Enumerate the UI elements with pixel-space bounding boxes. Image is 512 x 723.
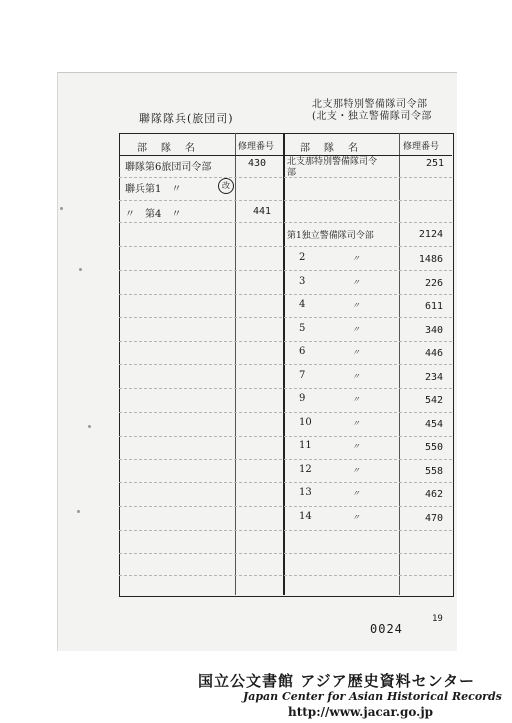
right-row-unit: 10 bbox=[299, 417, 312, 428]
right-row-unit: 6 bbox=[299, 346, 306, 357]
ditto-mark: 〃 bbox=[352, 419, 360, 428]
col-header-right-num: 修理番号 bbox=[403, 142, 440, 152]
scan-speck bbox=[77, 510, 80, 513]
left-row-unit: 〃 第4 〃 bbox=[125, 209, 182, 220]
col-header-right-unit: 部 隊 名 bbox=[300, 143, 360, 154]
ditto-mark: 〃 bbox=[352, 372, 360, 381]
right-section-title bbox=[312, 99, 432, 123]
left-row-unit: 聯兵第1 〃 bbox=[125, 184, 182, 195]
row-rule bbox=[119, 341, 452, 342]
row-rule bbox=[119, 294, 452, 295]
right-row-unit: 13 bbox=[299, 487, 312, 498]
unit-table bbox=[119, 133, 454, 597]
col-header-left-num: 修理番号 bbox=[238, 142, 275, 152]
right-row-unit: 第1独立警備隊司令部 bbox=[287, 231, 374, 241]
right-row-unit: 3 bbox=[299, 276, 306, 287]
col-header-left-unit: 部 隊 名 bbox=[137, 143, 197, 154]
ditto-mark: 〃 bbox=[352, 278, 360, 287]
right-row-unit: 7 bbox=[299, 370, 306, 381]
right-row-num: 454 bbox=[424, 419, 443, 430]
ditto-mark: 〃 bbox=[352, 513, 360, 522]
row-rule bbox=[119, 412, 452, 413]
left-row-unit: 聯隊第6旅団司令部 bbox=[125, 162, 212, 173]
ditto-mark: 〃 bbox=[352, 442, 360, 451]
right-row-unit: 12 bbox=[299, 464, 312, 475]
row-rule bbox=[119, 317, 452, 318]
ditto-mark: 〃 bbox=[352, 325, 360, 334]
footer-english-name: Japan Center for Asian Historical Records bbox=[243, 690, 502, 703]
ditto-mark: 〃 bbox=[352, 489, 360, 498]
ditto-mark: 〃 bbox=[352, 254, 360, 263]
right-row-num: 226 bbox=[424, 278, 443, 289]
row-rule bbox=[119, 246, 452, 247]
right-row-num: 462 bbox=[424, 489, 443, 500]
right-row-unit: 11 bbox=[299, 440, 312, 451]
right-title-line-2: (北支・独立警備隊司令部 bbox=[312, 111, 432, 122]
ditto-mark: 〃 bbox=[352, 348, 360, 357]
scan-speck bbox=[60, 207, 63, 210]
footer-archive-name: 国立公文書館 アジア歴史資料センター bbox=[198, 672, 476, 690]
left-row-num: 441 bbox=[252, 206, 271, 217]
row-rule bbox=[119, 482, 452, 483]
right-row-unit: 14 bbox=[299, 511, 312, 522]
right-row-unit: 2 bbox=[299, 252, 306, 263]
right-row-num: 550 bbox=[424, 442, 443, 453]
right-row-unit: 北支那特別警備隊司令部 bbox=[287, 157, 378, 178]
row-rule bbox=[119, 436, 452, 437]
right-row-unit: 4 bbox=[299, 299, 306, 310]
right-row-num: 251 bbox=[425, 158, 444, 169]
right-row-num: 1486 bbox=[418, 254, 443, 265]
footer-url: http://www.jacar.go.jp bbox=[288, 705, 434, 719]
page-number: 19 bbox=[432, 614, 443, 624]
right-row-num: 340 bbox=[424, 325, 443, 336]
right-row-num: 470 bbox=[424, 513, 443, 524]
right-row-unit: 9 bbox=[299, 393, 306, 404]
revision-circle-mark: 改 bbox=[218, 178, 234, 194]
right-row-num: 611 bbox=[424, 301, 443, 312]
scan-speck bbox=[79, 268, 82, 271]
ditto-mark: 〃 bbox=[352, 395, 360, 404]
row-rule bbox=[119, 553, 452, 554]
row-rule bbox=[119, 200, 452, 201]
right-row-unit: 5 bbox=[299, 323, 306, 334]
left-row-num: 430 bbox=[247, 158, 266, 169]
archive-stamp-number: 0024 bbox=[370, 622, 403, 636]
right-row-num: 542 bbox=[424, 395, 443, 406]
row-rule bbox=[119, 459, 452, 460]
right-row-num: 234 bbox=[424, 372, 443, 383]
row-rule bbox=[119, 177, 452, 178]
right-row-num: 446 bbox=[424, 348, 443, 359]
right-title-line-1: 北支那特別警備隊司令部 bbox=[312, 99, 428, 110]
row-rule bbox=[119, 388, 452, 389]
row-rule bbox=[119, 575, 452, 576]
row-rule bbox=[119, 530, 452, 531]
row-rule bbox=[119, 270, 452, 271]
row-rule bbox=[119, 222, 452, 223]
row-rule bbox=[119, 364, 452, 365]
header-rule bbox=[119, 155, 452, 156]
row-rule bbox=[119, 506, 452, 507]
scan-speck bbox=[88, 425, 91, 428]
ditto-mark: 〃 bbox=[352, 301, 360, 310]
ditto-mark: 〃 bbox=[352, 466, 360, 475]
right-row-num: 558 bbox=[424, 466, 443, 477]
right-row-num: 2124 bbox=[418, 229, 443, 240]
left-section-title: 聯隊隊兵(旅団司) bbox=[139, 112, 234, 125]
